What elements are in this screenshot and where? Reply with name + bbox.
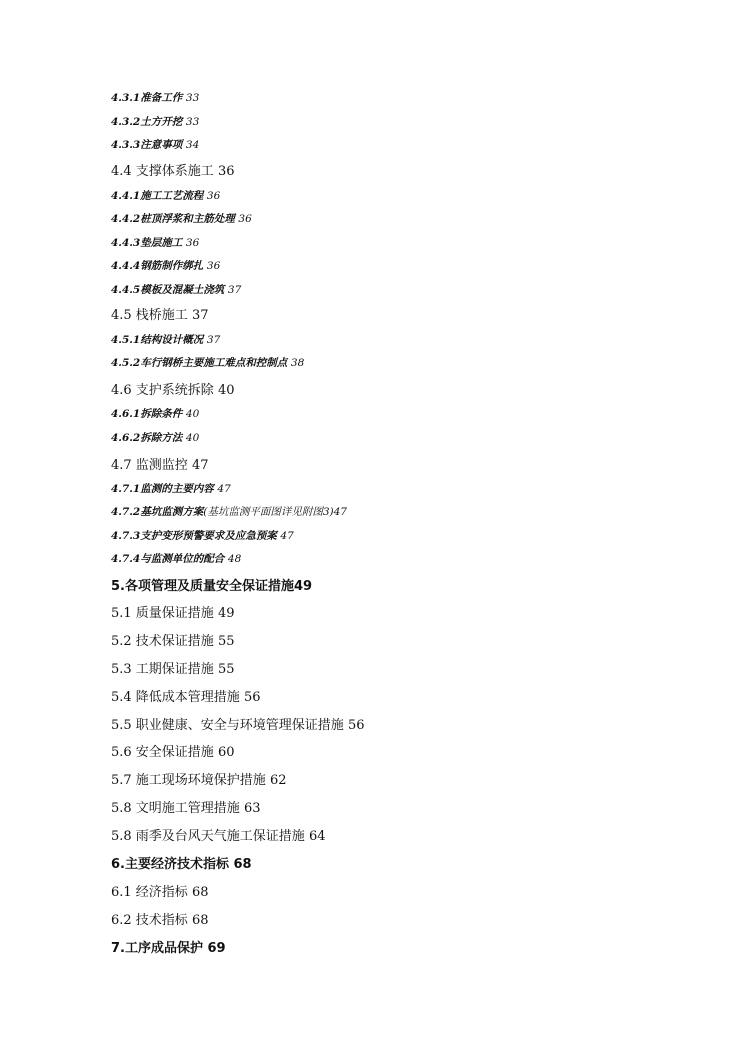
toc-entry[interactable]: 5.6 安全保证措施 60 bbox=[111, 745, 235, 760]
toc-entry[interactable]: 6.主要经济技术指标 68 bbox=[111, 857, 252, 872]
toc-entry[interactable]: 5.7 施工现场环境保护措施 62 bbox=[111, 773, 287, 788]
toc-entry[interactable]: 7.工序成品保护 69 bbox=[111, 941, 226, 956]
toc-entry[interactable]: 4.7.2基坑监测方案(基坑监测平面图详见附图3)47 bbox=[111, 506, 347, 518]
toc-entry[interactable]: 4.6 支护系统拆除 40 bbox=[111, 383, 235, 398]
toc-entry[interactable]: 5.1 质量保证措施 49 bbox=[111, 606, 235, 621]
toc-entry[interactable]: 4.5 栈桥施工 37 bbox=[111, 308, 209, 323]
toc-entry[interactable]: 5.8 文明施工管理措施 63 bbox=[111, 801, 261, 816]
toc-entry[interactable]: 4.4 支撑体系施工 36 bbox=[111, 164, 235, 179]
toc-entry[interactable]: 4.4.2桩顶浮浆和主筋处理 36 bbox=[111, 213, 252, 225]
toc-entry[interactable]: 6.2 技术指标 68 bbox=[111, 913, 209, 928]
toc-entry[interactable]: 5.3 工期保证措施 55 bbox=[111, 662, 235, 677]
toc-entry[interactable]: 4.7 监测监控 47 bbox=[111, 458, 209, 473]
toc-entry[interactable]: 4.5.1结构设计概况 37 bbox=[111, 334, 221, 346]
toc-entry[interactable]: 5.4 降低成本管理措施 56 bbox=[111, 690, 261, 705]
toc-entry[interactable]: 4.6.2拆除方法 40 bbox=[111, 432, 200, 444]
toc-entry[interactable]: 4.3.2土方开挖 33 bbox=[111, 116, 200, 128]
toc-entry[interactable]: 5.2 技术保证措施 55 bbox=[111, 634, 235, 649]
toc-entry[interactable]: 4.3.1准备工作 33 bbox=[111, 92, 200, 104]
toc-entry[interactable]: 4.4.1施工工艺流程 36 bbox=[111, 190, 221, 202]
toc-entry[interactable]: 4.3.3注意事项 34 bbox=[111, 139, 200, 151]
toc-entry[interactable]: 5.各项管理及质量安全保证措施49 bbox=[111, 579, 313, 594]
toc-entry[interactable]: 4.5.2车行钢桥主要施工难点和控制点 38 bbox=[111, 357, 305, 369]
toc-entry[interactable]: 4.4.3垫层施工 36 bbox=[111, 237, 200, 249]
toc-entry[interactable]: 5.8 雨季及台风天气施工保证措施 64 bbox=[111, 829, 326, 844]
toc-entry[interactable]: 4.7.3支护变形预警要求及应急预案 47 bbox=[111, 530, 294, 542]
toc-entry[interactable]: 6.1 经济指标 68 bbox=[111, 885, 209, 900]
toc-entry[interactable]: 4.7.4与监测单位的配合 48 bbox=[111, 553, 242, 565]
toc-entry[interactable]: 4.4.5模板及混凝土浇筑 37 bbox=[111, 284, 242, 296]
toc-entry[interactable]: 4.4.4钢筋制作绑扎 36 bbox=[111, 260, 221, 272]
toc-entry[interactable]: 5.5 职业健康、安全与环境管理保证措施 56 bbox=[111, 718, 365, 733]
toc-entry[interactable]: 4.6.1拆除条件 40 bbox=[111, 408, 200, 420]
toc-entry[interactable]: 4.7.1监测的主要内容 47 bbox=[111, 483, 231, 495]
